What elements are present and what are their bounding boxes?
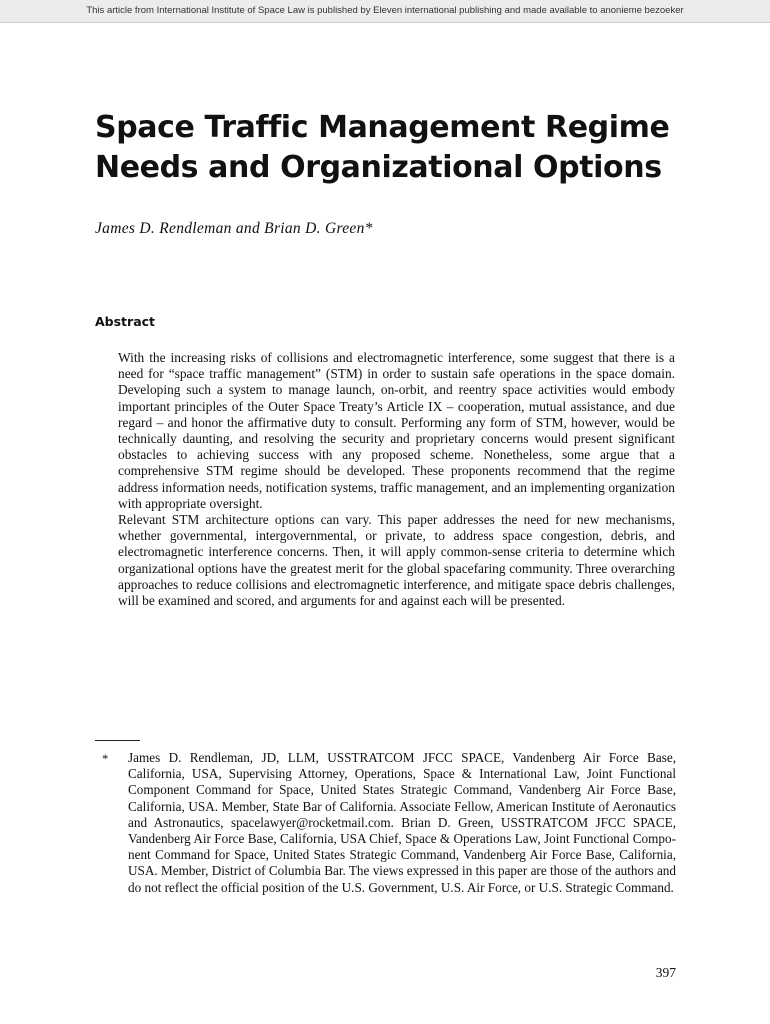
abstract-heading: Abstract (95, 314, 156, 329)
article-authors: James D. Rendleman and Brian D. Green* (95, 220, 373, 237)
page-number: 397 (655, 965, 676, 980)
article-title-line-1: Space Traffic Management Regime (95, 110, 670, 145)
footnote-mark: * (102, 752, 109, 766)
article-title (95, 108, 735, 188)
abstract-body (118, 350, 675, 609)
abstract-paragraph-2: Relevant STM architecture options can vary. This paper addresses the need for new mechanisms, whether governmental, intergovernmental, or private, to address space congestion, debris, and electromagnetic interference concerns. Then, it will apply common-sense criteria to determine which organizational options have the greatest merit for the global spacefaring community. Three overarching approaches to reduce collisions and electromagnetic interference, and mitigate space debris challenges, will be examined and scored, and arguments for and against each will be presented. (118, 512, 675, 609)
article-title-line-2: Needs and Organizational Options (95, 150, 662, 185)
publisher-notice-bar (0, 0, 770, 23)
publisher-notice: This article from International Institute of Space Law is published by Eleven international publishing and made available to anonieme bezoeker (86, 5, 684, 16)
footnote-text: James D. Rendleman, JD, LLM, USSTRATCOM JFCC SPACE, Vandenberg Air Force Base, California, USA, Supervising Attorney, Operations, Space & International Law, Joint Functional Component Command for Space, United States Strategic Command, Vandenberg Air Force Base, California, USA. Member, State Bar of California. Associate Fellow, American Institute of Aeronautics and Astronautics, spacelawyer@rocketmail.com. Brian D. Green, USSTRATCOM JFCC SPACE, Vandenberg Air Force Base, California, USA Chief, Space & Operations Law, Joint Functional Component Command for Space, United States Strategic Command, Vandenberg Air Force Base, California, USA. Member, District of Columbia Bar. The views expressed in this paper are those of the authors and do not reflect the official position of the U.S. Government, U.S. Air Force, or U.S. Strategic Command. (128, 750, 676, 895)
abstract-paragraph-1: With the increasing risks of collisions and electromagnetic interference, some suggest that there is a need for “space traffic management” (STM) in order to sustain safe operations in the space domain. Developing such a system to manage launch, on-orbit, and reentry space activities would embody important principles of the Outer Space Treaty’s Article IX – cooperation, mutual assistance, and due regard – and honor the affirmative duty to consult. Performing any form of STM, however, would be technically daunting, and resolving the security and proprietary concerns would present significant obstacles to achieving success with any proposed scheme. Nonetheless, some argue that a comprehensive STM regime should be developed. These proponents recommend that the regime address information needs, notification systems, traffic management, and an implementing organization with appropriate oversight. (118, 350, 675, 511)
footnote-divider (95, 740, 140, 741)
